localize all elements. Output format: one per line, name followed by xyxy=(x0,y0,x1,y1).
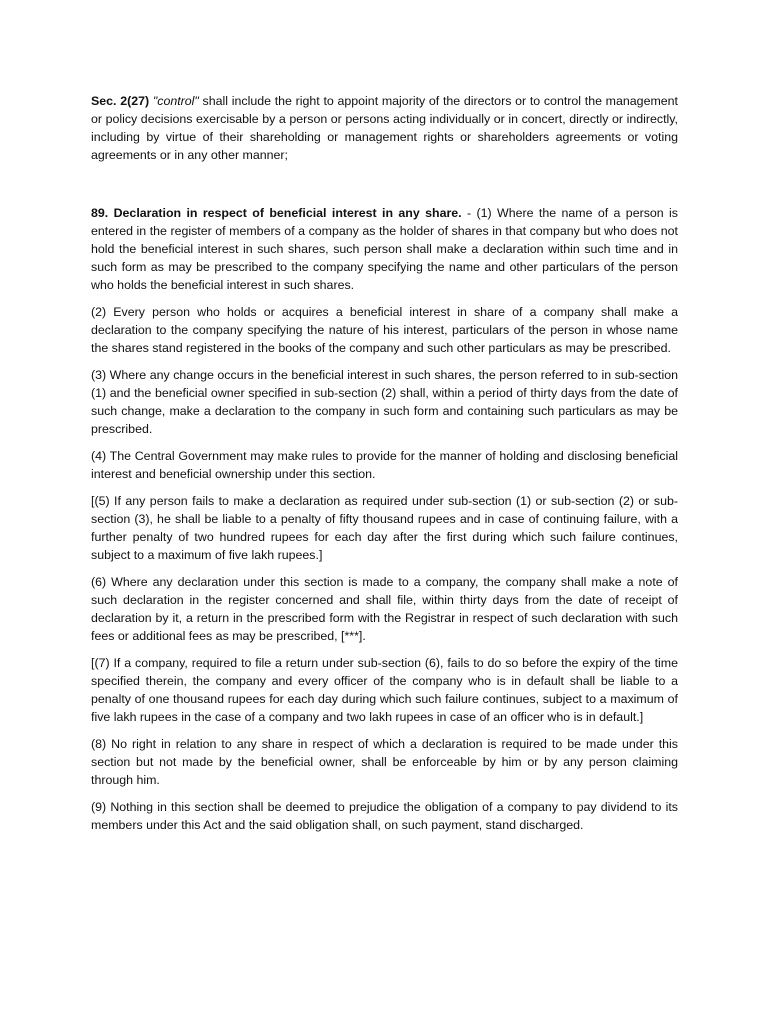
subsection-3: (3) Where any change occurs in the beneficial interest in such shares, the person referred to in sub-section (1) and the beneficial owner specified in sub-section (2) shall, within a period of thirty days from the date of such change, make a declaration to the company in such form and containing such particulars as may be prescribed. xyxy=(91,368,678,436)
subsection-6: (6) Where any declaration under this section is made to a company, the company shall make a note of such declaration in the register concerned and shall file, within thirty days from the date of receipt of declaration by it, a return in the prescribed form with the Registrar in respect of such declaration with such fees or additional fees as may be prescribed, [***]. xyxy=(91,575,678,643)
definition-term: "control" xyxy=(152,94,199,108)
subsection-5: [(5) If any person fails to make a declaration as required under sub-section (1) or sub-section (2) or sub-section (3), he shall be liable to a penalty of fifty thousand rupees and in case of continuing failure, with a further penalty of two hundred rupees for each day after the first during which such failure continues, subject to a maximum of five lakh rupees.] xyxy=(91,494,678,562)
section-subsection-1-text: - (1) Where the name of a person is entered in the register of members of a company as the holder of shares in that company but who does not hold the beneficial interest in such shares, such person shall make a declaration within such time and in such form as may be prescribed to the company specifying the name and other particulars of the person who holds the beneficial interest in such shares. xyxy=(91,206,679,292)
subsection-8: (8) No right in relation to any share in respect of which a declaration is required to be made under this section but not made by the beneficial owner, shall be enforceable by him or by any person claiming through him. xyxy=(91,737,678,787)
document-page xyxy=(91,92,678,843)
definition-text: shall include the right to appoint majority of the directors or to control the management or policy decisions exercisable by a person or persons acting individually or in concert, directly or indirectly, including by virtue of their shareholding or management rights or shareholders agreements or voting agreements or in any other manner; xyxy=(91,94,679,162)
section-89-paragraph-1 xyxy=(91,204,678,294)
subsection-9: (9) Nothing in this section shall be deemed to prejudice the obligation of a company to pay dividend to its members under this Act and the said obligation shall, on such payment, stand discharged. xyxy=(91,800,678,832)
section-heading: 89. Declaration in respect of beneficial interest in any share. xyxy=(91,206,462,220)
definition-paragraph xyxy=(91,92,678,164)
definition-ref: Sec. 2(27) xyxy=(91,94,150,108)
subsection-7: [(7) If a company, required to file a return under sub-section (6), fails to do so before the expiry of the time specified therein, the company and every officer of the company who is in default shall be liable to a penalty of one thousand rupees for each day during which such failure continues, subject to a maximum of five lakh rupees in the case of a company and two lakh rupees in case of an officer who is in default.] xyxy=(91,656,678,724)
subsection-4: (4) The Central Government may make rules to provide for the manner of holding and disclosing beneficial interest and beneficial ownership under this section. xyxy=(91,449,678,481)
subsection-2: (2) Every person who holds or acquires a beneficial interest in share of a company shall make a declaration to the company specifying the nature of his interest, particulars of the person in whose name the shares stand registered in the books of the company and such other particulars as may be prescribed. xyxy=(91,305,678,355)
